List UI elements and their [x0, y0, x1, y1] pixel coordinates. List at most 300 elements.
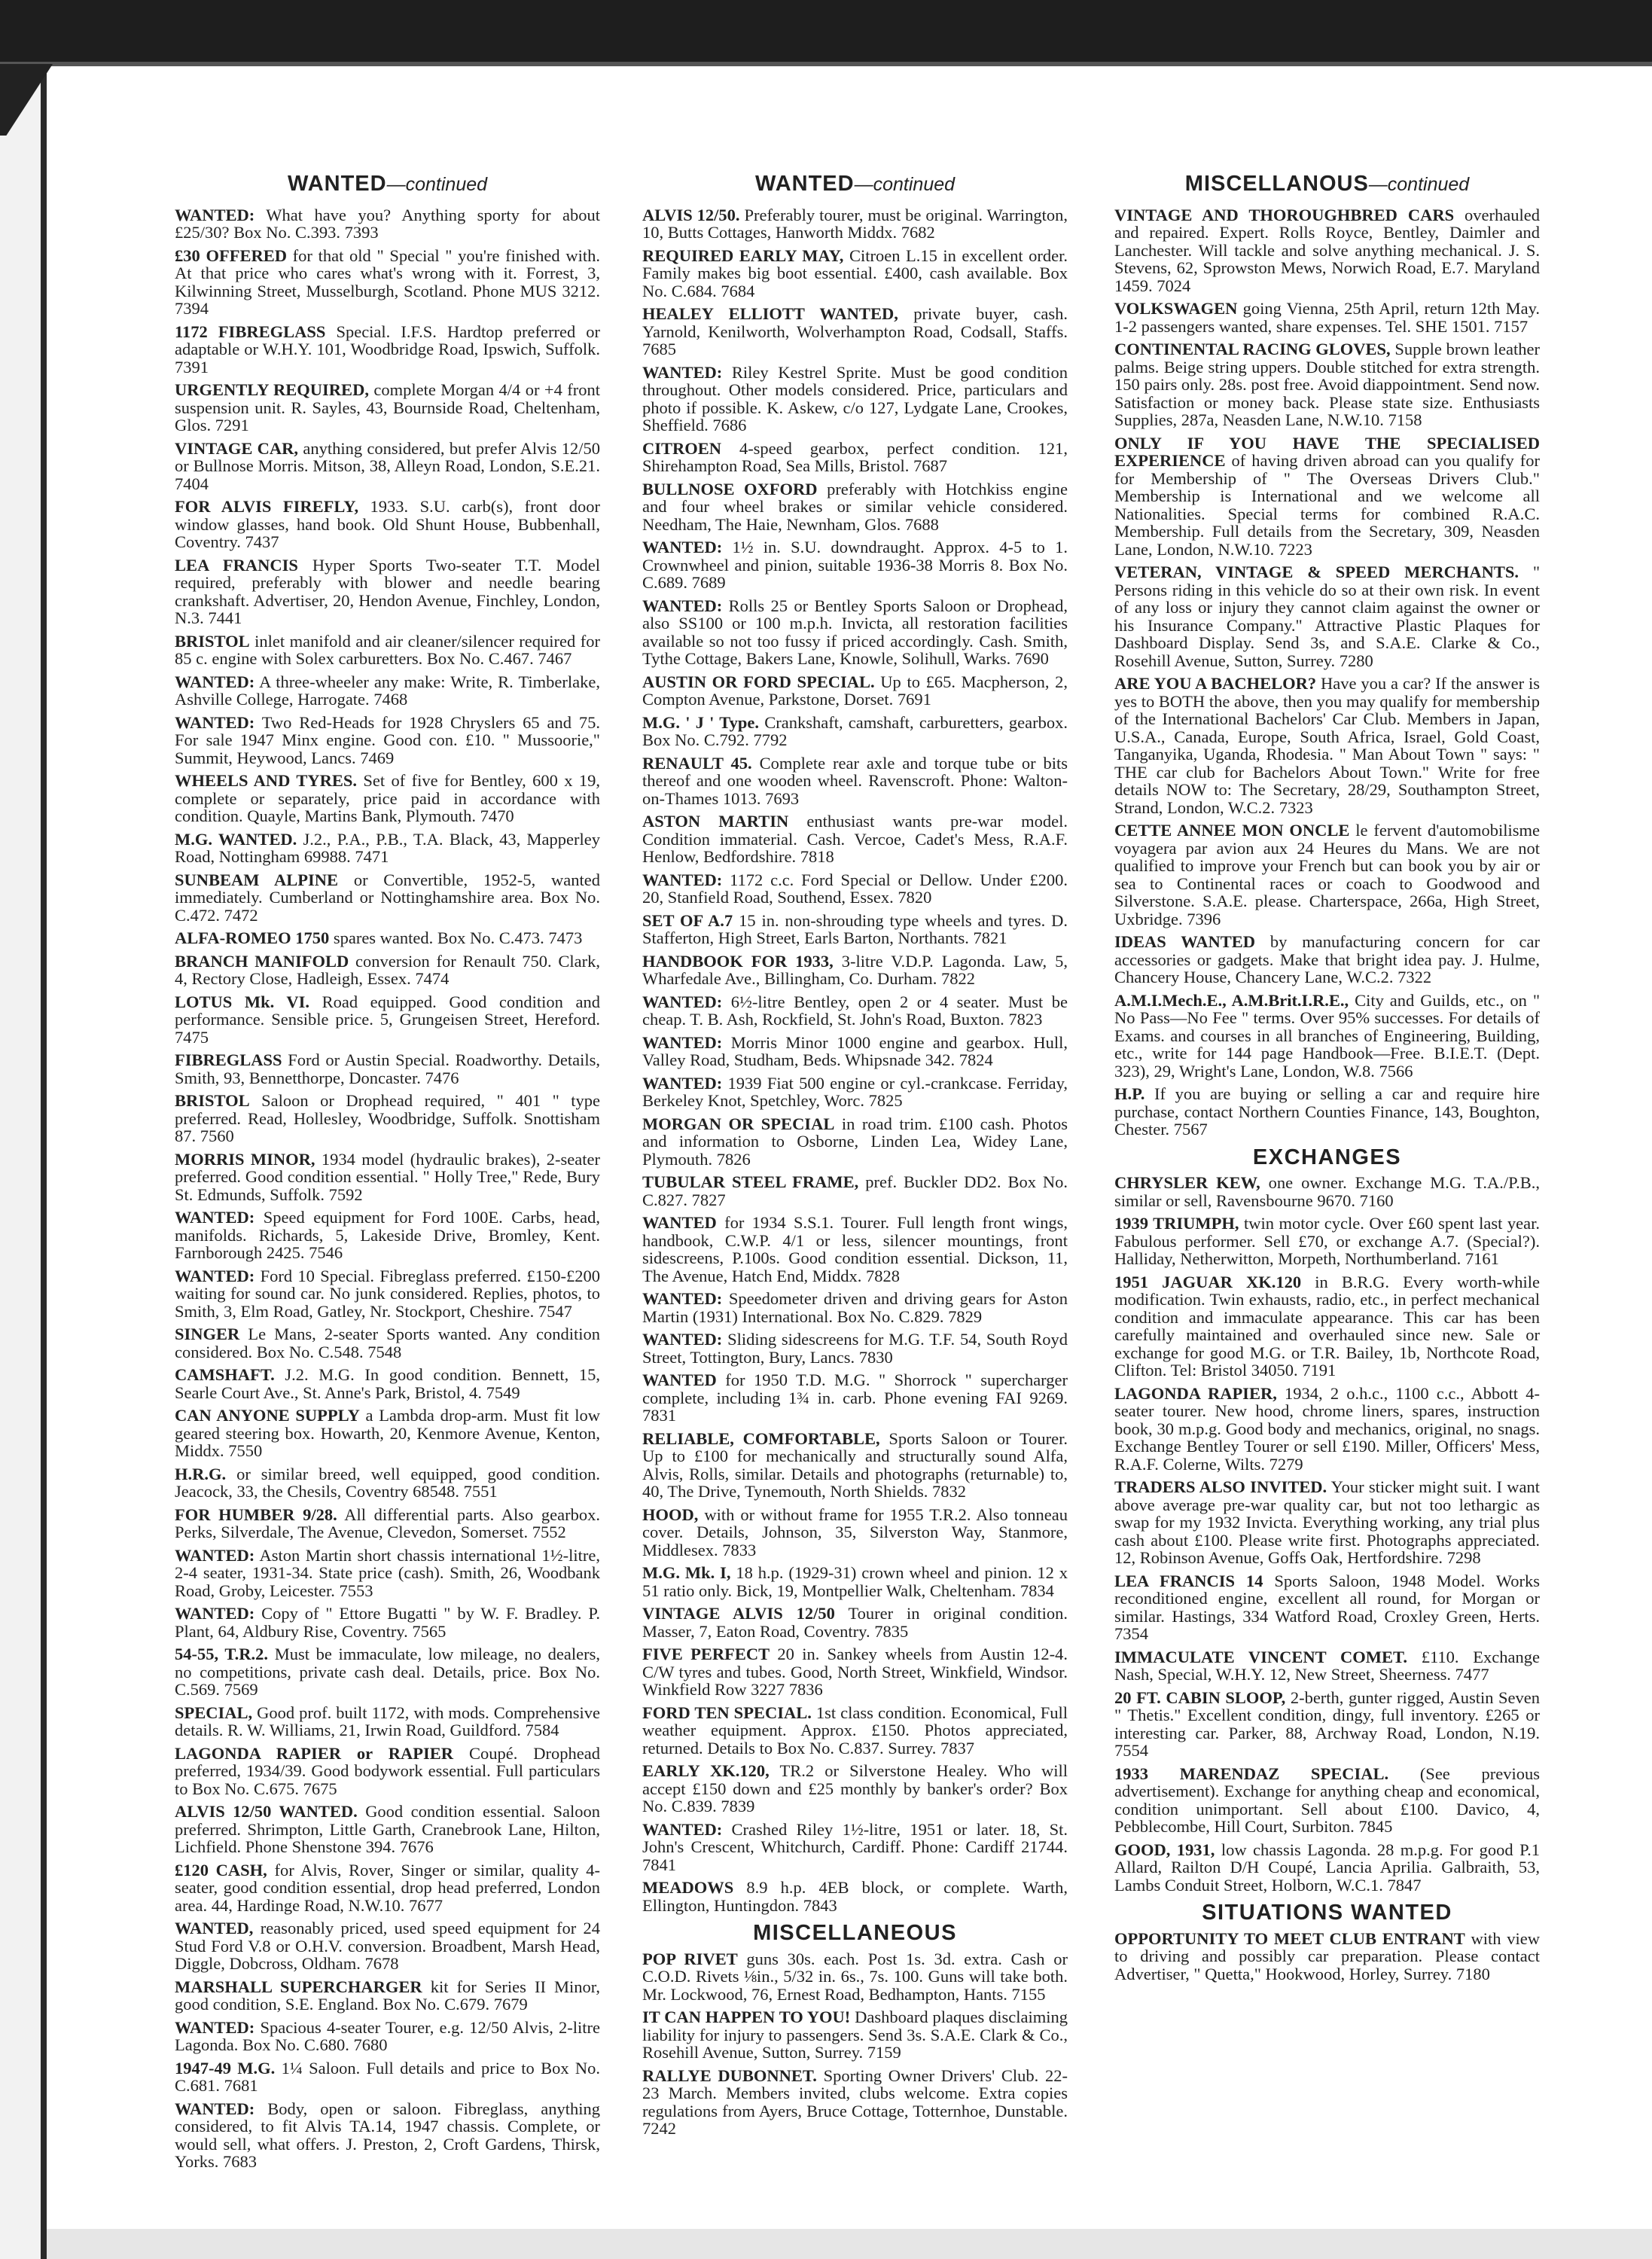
ad-body: J.2. M.G. In good condition. Bennett, 15, Searle Court Ave., St. Anne's Park, Bristol, 4. 7549: [175, 1365, 601, 1402]
classified-ad: [175, 1325, 600, 1361]
ad-body: Up to £65. Macpherson, 2, Compton Avenue, Parkstone, Dorset. 7691: [642, 672, 1068, 709]
ad-lead: WANTED:: [642, 538, 723, 556]
ad-lead: BRISTOL: [175, 631, 250, 651]
ad-lead: VINTAGE CAR,: [175, 438, 299, 458]
ad-lead: MORGAN OR SPECIAL: [642, 1114, 835, 1133]
ad-body: 6½-litre Bentley, open 2 or 4 seater. Must be cheap. T. B. Ash, Rockfield, St. John's Road, Buxton. 7823: [642, 992, 1068, 1029]
ad-body: Rolls 25 or Bentley Sports Saloon or Drophead, also SS100 or 100 m.p.h. Invicta, all restoration facilities available so not too fussy if priced accordingly. Cash. Smith, Tythe Cottage, Bakers Lane, Knowle, Solihull, Warks. 7690: [642, 596, 1068, 668]
ad-lead: WANTED:: [175, 712, 255, 732]
ad-lead: HANDBOOK FOR 1933,: [642, 951, 834, 971]
classified-ad: [1114, 1215, 1540, 1268]
ad-lead: EARLY XK.120,: [642, 1761, 770, 1780]
ad-body: Complete rear axle and torque tube or bits thereof and one wooden wheel. Ravenscroft. Phone: Walton-on-Thames 1013. 7693: [642, 753, 1068, 808]
classified-ad: [175, 772, 600, 825]
ad-body: Have you a car? If the answer is yes to BOTH the above, then you may qualify for membership of the International Bachelors' Car Club. Members in Japan, U.S.A., Canada, Europe, South Africa, Israel, Gold Coast, Tanganyika, Uganda, Rhodesia. " Man About Town " says: " THE car club for Bachelors About Town." Write for free details NOW to: The Secretary, 28/29, Southampton Street, Strand, London, W.C.2. 7323: [1114, 674, 1540, 817]
ad-lead: WANTED,: [175, 1919, 254, 1937]
classified-ad: [1114, 933, 1540, 986]
ad-lead: LOTUS Mk. VI.: [175, 992, 310, 1011]
ad-body: 1st class condition. Economical, Full weather equipment. Approx. £150. Photos appreciated, returned. Details to Box No. C.837. Surrey. 7837: [642, 1703, 1068, 1758]
ad-body: Ford 10 Special. Fibreglass preferred. £150-£200 waiting for sound car. No junk considered. Replies, photos, to Smith, 3, Elm Road, Gatley, Nr. Stockport, Cheshire. 7547: [175, 1266, 601, 1321]
ad-body: of having driven abroad can you qualify for for Membership of " The Overseas Drivers Club." Membership is International and we welcome all Nationalities. Special terms for combined R.A.C. Membership. Full details from the Secretary, 309, Neasden Lane, London, N.W.10. 7223: [1114, 451, 1540, 559]
column-2: [642, 169, 1068, 2143]
ad-body: 1933. S.U. carb(s), front door window glasses, hand book. Old Shunt House, Bubbenhall, Coventry. 7437: [175, 497, 601, 551]
ad-body: 4-speed gearbox, perfect condition. 121, Shirehampton Road, Sea Mills, Bristol. 7687: [642, 438, 1068, 475]
ad-lead: TUBULAR STEEL FRAME,: [642, 1172, 859, 1191]
ad-body: Le Mans, 2-seater Sports wanted. Any condition considered. Box No. C.548. 7548: [175, 1325, 600, 1361]
ad-lead: BULLNOSE OXFORD: [642, 479, 818, 498]
ad-body: 20 in. Sankey wheels from Austin 12-4. C/W tyres and tubes. Good, North Street, Winkfield, Windsor. Winkfield Row 3227 7836: [642, 1645, 1068, 1699]
ad-lead: M.G. WANTED.: [175, 829, 297, 849]
ad-lead: VETERAN, VINTAGE & SPEED MERCHANTS.: [1114, 562, 1519, 581]
ad-body: by manufacturing concern for car accessories or gadgets. Make that bright idea pay. J. Hulme, Chancery House, Chancery Lane, W.C.2. 7322: [1114, 932, 1540, 986]
classified-ad: [175, 556, 600, 627]
ad-body: one owner. Exchange M.G. T.A./P.B., similar or sell, Ravensbourne 9670. 7160: [1114, 1173, 1540, 1210]
classified-ad: [642, 1821, 1068, 1874]
classified-ad: [175, 1465, 600, 1501]
ad-lead: ALFA-ROMEO 1750: [175, 928, 330, 947]
classified-ad: [642, 1506, 1068, 1559]
ad-lead: £30 OFFERED: [175, 245, 287, 265]
ad-lead: WANTED: [642, 1370, 717, 1389]
ad-lead: RALLYE DUBONNET.: [642, 2065, 817, 2085]
classified-ad: [175, 993, 600, 1047]
ad-list: [642, 1950, 1068, 2138]
ad-body: Tourer in original condition. Masser, 7, Eaton Road, Coventry. 7835: [642, 1604, 1068, 1641]
classified-ad: [1114, 1689, 1540, 1760]
classified-ad: [175, 1745, 600, 1798]
classified-ad: [175, 1605, 600, 1640]
ad-body: Set of five for Bentley, 600 x 19, complete or separately, price paid in accordance with condition. Quayle, Martins Bank, Plymouth. 7470: [175, 771, 600, 825]
ad-body: 1939 Fiat 500 engine or cyl.-crankcase. Ferriday, Berkeley Knot, Spetchley, Worc. 7825: [642, 1073, 1068, 1110]
scan-top-shadow: [0, 62, 1652, 66]
ad-body: Road equipped. Good condition and performance. Sensible price. 5, Grungeisen Street, Hereford. 7475: [175, 992, 600, 1047]
ad-body: for Alvis, Rover, Singer or similar, quality 4-seater, good condition essential, drop head preferred, London area. 44, Hardinge Road, N.W.10. 7677: [175, 1860, 601, 1915]
classified-ad: [1114, 1648, 1540, 1684]
heading-suffix: —continued: [1368, 174, 1470, 195]
ad-body: Speedometer driven and driving gears for Aston Martin (1931) International. Box No. C.829. 7829: [642, 1289, 1068, 1326]
classified-ad: [1114, 992, 1540, 1081]
ad-lead: FIVE PERFECT: [642, 1645, 770, 1663]
ad-lead: RENAULT 45.: [642, 753, 752, 773]
ad-body: Sports Saloon or Tourer. Up to £100 for mechanically and structurally sound Alfa, Alvis, Rolls, similar. Details and photographs (returnable) to, 40, The Drive, Tynemouth, North Shields. 7832: [642, 1428, 1068, 1501]
classified-ad: [175, 1645, 600, 1699]
classified-ad: [1114, 1085, 1540, 1139]
ad-body: If you are buying or selling a car and require hire purchase, contact Northern Counties Finance, 143, Boughton, Chester. 7567: [1114, 1084, 1540, 1139]
classified-ad: [1114, 340, 1540, 429]
classified-ad: [642, 480, 1068, 534]
ad-lead: TRADERS ALSO INVITED.: [1114, 1477, 1327, 1496]
section-heading-exchanges: EXCHANGES: [1252, 1145, 1402, 1169]
classified-ad: [175, 1267, 600, 1321]
ad-body: Dashboard plaques disclaiming liability for injury to passengers. Send 3s. S.A.E. Clark & Co., Rosehill Avenue, Sutton, Surrey. 7159: [642, 2007, 1068, 2062]
ad-lead: M.G. ' J ' Type.: [642, 712, 759, 732]
ad-lead: AUSTIN OR FORD SPECIAL.: [642, 672, 875, 691]
classified-ad: [175, 381, 600, 434]
ad-body: Two Red-Heads for 1928 Chryslers 65 and 75. For sale 1947 Minx engine. Good con. £10. " Mussoorie," Summit, Heywood, Lancs. 7469: [175, 712, 601, 767]
ad-lead: WANTED:: [175, 672, 255, 691]
classified-ad: [175, 2019, 600, 2054]
classified-ad: [642, 912, 1068, 947]
ad-lead: WANTED:: [642, 596, 723, 615]
ad-body: Sliding sidescreens for M.G. T.F. 54, South Royd Street, Tottington, Bury, Lancs. 7830: [642, 1330, 1068, 1367]
ad-body: Saloon or Drophead required, " 401 " type preferred. Read, Hollesley, Woodbridge, Suffolk. Snottisham 87. 7560: [175, 1091, 600, 1145]
classified-ad: [175, 1547, 600, 1600]
heading-text: WANTED: [754, 172, 855, 196]
ad-body: in road trim. £100 cash. Photos and information to Osborne, Linden Lea, Widey Lane, Plymouth. 7826: [642, 1114, 1068, 1169]
ad-body: Aston Martin short chassis international 1½-litre, 2-4 seater, 1931-34. State price (cash). Smith, 26, Woodbank Road, Groby, Leicester. 7553: [175, 1545, 601, 1600]
heading-text: MISCELLANOUS: [1184, 172, 1369, 196]
ad-list: [642, 206, 1068, 1915]
classified-ad: [642, 440, 1068, 475]
ad-body: private buyer, cash. Yarnold, Kenilworth, Wolverhampton Road, Codsall, Staffs. 7685: [642, 304, 1068, 358]
ad-lead: WANTED:: [642, 992, 723, 1011]
ad-lead: ALVIS 12/50.: [642, 205, 740, 224]
ad-body: pref. Buckler DD2. Box No. C.827. 7827: [642, 1172, 1068, 1209]
ad-lead: OPPORTUNITY TO MEET CLUB ENTRANT: [1114, 1928, 1465, 1948]
ad-body: 18 h.p. (1929-31) crown wheel and pinion. 12 x 51 ratio only. Bick, 19, Montpellier Walk, Cheltenham. 7834: [642, 1563, 1068, 1600]
ad-lead: FOR HUMBER 9/28.: [175, 1504, 337, 1524]
ad-body: What have you? Anything sporty for about £25/30? Box No. C.393. 7393: [175, 205, 601, 242]
ad-body: Sporting Owner Drivers' Club. 22-23 March. Members invited, clubs welcome. Extra copies regulations from Ayers, Bruce Cottage, Totternhoe, Dunstable. 7242: [642, 2065, 1068, 2138]
classified-ad: [642, 953, 1068, 988]
ad-lead: LEA FRANCIS: [175, 555, 298, 575]
classified-ad: [175, 1366, 600, 1401]
ad-lead: 1172 FIBREGLASS: [175, 322, 326, 341]
ad-body: going Vienna, 25th April, return 12th May. 1-2 passengers wanted, share expenses. Tel. SHE 1501. 7157: [1114, 299, 1541, 336]
ad-lead: FIBREGLASS: [175, 1050, 282, 1069]
classified-ad: [642, 1950, 1068, 2004]
ad-body: (See previous advertisement). Exchange for anything cheap and economical, condition unimportant. Sell about £100. Davico, 4, Pebblecombe, Hill Court, Surbiton. 7845: [1114, 1764, 1540, 1836]
classified-ad: [175, 247, 600, 318]
classified-ad: [1114, 1273, 1540, 1379]
ad-body: 1¼ Saloon. Full details and price to Box No. C.681. 7681: [175, 2058, 601, 2095]
column-heading: [642, 172, 1068, 196]
ad-lead: £120 CASH,: [175, 1860, 267, 1879]
ad-lead: WANTED: [642, 1213, 717, 1232]
ad-body: 2-berth, gunter rigged, Austin Seven " Thetis." Excellent condition, dingy, full inventory. £265 or interesting car. Parker, 88, Archway Road, London, N.19. 7554: [1114, 1687, 1541, 1760]
section-heading-situations-wanted: SITUATIONS WANTED: [1202, 1901, 1452, 1925]
classified-ad: [1114, 1385, 1540, 1474]
classified-ad: [642, 1075, 1068, 1110]
classified-ad: [642, 1371, 1068, 1425]
classified-ad: [642, 993, 1068, 1029]
ad-lead: BRANCH MANIFOLD: [175, 951, 349, 971]
ad-lead: LAGONDA RAPIER,: [1114, 1383, 1277, 1403]
ad-lead: WANTED:: [642, 1819, 723, 1839]
ad-body: Morris Minor 1000 engine and gearbox. Hull, Valley Road, Studham, Beds. Whipsnade 342. 7824: [642, 1032, 1068, 1069]
classified-ad: [642, 206, 1068, 242]
ad-body: £110. Exchange Nash, Special, W.H.Y. 12, New Street, Sheerness. 7477: [1114, 1647, 1540, 1684]
classified-ad: [642, 2008, 1068, 2062]
ad-body: spares wanted. Box No. C.473. 7473: [333, 928, 583, 947]
ad-body: guns 30s. each. Post 1s. 3d. extra. Cash or C.O.D. Rivets ⅛in., 5/32 in. 6s., 7s. 100. Guns will take both. Mr. Lockwood, 76, Ernest Road, Bedhampton, Hants. 7155: [642, 1949, 1068, 2004]
classified-ad: [175, 1919, 600, 1973]
column-1: [175, 169, 600, 2176]
ad-body: le fervent d'automobilisme voyagera par avion aux 24 Heures du Mans. We are not qualified to improve your French but can book you by air or sea to Continental races or coach to Goodwood and Silverstone. S.A.E. please. Charterspace, 266a, High Street, Uxbridge. 7396: [1114, 821, 1540, 928]
ad-lead: GOOD, 1931,: [1114, 1840, 1215, 1859]
ad-lead: WANTED:: [642, 1073, 723, 1093]
classified-ad: [1114, 300, 1540, 335]
classified-ad: [642, 2067, 1068, 2138]
ad-lead: IDEAS WANTED: [1114, 932, 1256, 951]
column-heading: [1114, 172, 1540, 196]
classified-ad: [1114, 1765, 1540, 1836]
ad-body: Coupé. Drophead preferred, 1934/39. Good bodywork essential. Full particulars to Box No. C.675. 7675: [175, 1743, 600, 1798]
ad-lead: CETTE ANNEE MON ONCLE: [1114, 821, 1350, 840]
classified-ad: [642, 1605, 1068, 1640]
ad-body: Spacious 4-seater Tourer, e.g. 12/50 Alvis, 2-litre Lagonda. Box No. C.680. 7680: [175, 2017, 601, 2054]
section-heading-miscellaneous: MISCELLANEOUS: [753, 1921, 957, 1945]
ad-lead: REQUIRED EARLY MAY,: [642, 245, 844, 265]
column-3: [1114, 169, 1540, 1988]
classified-ad: [1114, 1572, 1540, 1643]
classified-ad: [642, 1290, 1068, 1325]
ad-body: Riley Kestrel Sprite. Must be good condition throughout. Other models considered. Price, particulars and photo if possible. K. Askew, c/o 127, Lydgate Lane, Crookes, Sheffield. 7686: [642, 362, 1068, 434]
ad-lead: WANTED:: [175, 1208, 255, 1227]
classified-ad: [175, 498, 600, 551]
ad-body: Good prof. built 1172, with mods. Comprehensive details. R. W. Williams, 21, Irwin Road, Guildford. 7584: [175, 1703, 600, 1739]
ad-lead: 1951 JAGUAR XK.120: [1114, 1272, 1302, 1291]
ad-lead: WANTED:: [175, 1604, 255, 1623]
classified-ad: [642, 1430, 1068, 1501]
ad-lead: ASTON MARTIN: [642, 812, 789, 831]
classified-ad: [642, 305, 1068, 358]
classified-ad: [642, 714, 1068, 749]
ad-lead: WHEELS AND TYRES.: [175, 771, 358, 790]
classified-ad: [175, 1803, 600, 1856]
ad-body: Supple brown leather palms. Beige string uppers. Double stitched for extra strength. 150 pairs only. 28s. post free. Avoid diappointment. Send now. Satisfaction or money back. Please state size. Enthusiasts Supplies, 287a, Neasden Lane, N.W.10. 7158: [1114, 340, 1540, 429]
classified-ad: [642, 673, 1068, 709]
classified-ad: [642, 1034, 1068, 1069]
ad-body: with or without frame for 1955 T.R.2. Also tonneau cover. Details, Johnson, 35, Silverston Way, Stanmore, Middlesex. 7833: [642, 1504, 1068, 1559]
ad-lead: 1933 MARENDAZ SPECIAL.: [1114, 1764, 1389, 1783]
ad-lead: CHRYSLER KEW,: [1114, 1173, 1260, 1192]
ad-lead: 1947-49 M.G.: [175, 2058, 276, 2078]
ad-body: A three-wheeler any make: Write, R. Timberlake, Ashville College, Harrogate. 7468: [175, 672, 600, 709]
classified-ad: [1114, 563, 1540, 669]
ad-lead: ARE YOU A BACHELOR?: [1114, 674, 1317, 693]
ad-lead: 20 FT. CABIN SLOOP,: [1114, 1687, 1286, 1707]
classified-ad: [1114, 822, 1540, 928]
ad-lead: WANTED:: [642, 1330, 723, 1349]
ad-lead: WANTED:: [642, 1032, 723, 1052]
ad-body: or Convertible, 1952-5, wanted immediately. Cumberland or Nottinghamshire area. Box No. C.472. 7472: [175, 870, 601, 925]
classified-ad: [1114, 1930, 1540, 1983]
ad-lead: SUNBEAM ALPINE: [175, 870, 339, 889]
classified-ad: [642, 812, 1068, 866]
ad-lead: SINGER: [175, 1325, 240, 1343]
classified-ad: [642, 247, 1068, 300]
ad-lead: LAGONDA RAPIER or RAPIER: [175, 1743, 453, 1763]
classified-ad: [642, 597, 1068, 668]
classified-ad: [642, 538, 1068, 592]
ad-lead: IT CAN HAPPEN TO YOU!: [642, 2007, 851, 2026]
ad-body: " Persons riding in this vehicle do so at their own risk. In event of any loss or injury they cannot claim against the owner or his Insurance Company." Attractive Plastic Plaques for Dashboard Display. Send 3s, and S.A.E. Clarke & Co., Rosehill Avenue, Sutton, Surrey. 7280: [1114, 562, 1541, 670]
ad-body: for that old " Special " you're finished with. At that price who cares what's wrong with it. Forrest, 3, Kilwinning Street, Musselburgh, Scotland. Phone MUS 3212. 7394: [175, 245, 600, 318]
classified-ad: [642, 871, 1068, 907]
classified-ad: [175, 440, 600, 493]
ad-body: Citroen L.15 in excellent order. Family makes big boot essential. £400, cash available. Box No. C.684. 7684: [642, 245, 1068, 300]
ad-lead: SET OF A.7: [642, 910, 733, 930]
ad-body: conversion for Renault 750. Clark, 4, Rectory Close, Hadleigh, Essex. 7474: [175, 951, 601, 988]
classified-ad: [175, 1506, 600, 1541]
ad-body: low chassis Lagonda. 28 m.p.g. For good P.1 Allard, Railton D/H Coupé, Lancia Aprilia. Galbraith, 53, Lambs Conduit Street, Holborn, W.C.1. 7847: [1114, 1840, 1540, 1895]
ad-lead: H.R.G.: [175, 1464, 227, 1483]
ad-body: Crashed Riley 1½-litre, 1951 or later. 18, St. John's Crescent, Whitchurch, Cardiff. Phone: Cardiff 21744. 7841: [642, 1819, 1068, 1874]
ad-body: 1934 model (hydraulic brakes), 2-seater preferred. Good condition essential. " Holly Tree," Rede, Bury St. Edmunds, Suffolk. 7592: [175, 1149, 601, 1204]
ad-body: Hyper Sports Two-seater T.T. Model required, preferably with blower and needle bearing crankshaft. Advertiser, 20, Hendon Avenue, Finchley, London, N.3. 7441: [175, 555, 601, 627]
ad-lead: CONTINENTAL RACING GLOVES,: [1114, 340, 1391, 358]
classified-ad: [175, 1704, 600, 1739]
ad-body: complete Morgan 4/4 or +4 front suspension unit. R. Sayles, 43, Bournside Road, Cheltenham, Glos. 7291: [175, 380, 601, 434]
ad-body: twin motor cycle. Over £60 spent last year. Fabulous performer. Sell £70, or exchange A.7. (Special?). Halliday, Netherwitton, Morpeth, Northumberland. 7161: [1114, 1214, 1540, 1268]
classified-ad: [1114, 1174, 1540, 1209]
ad-lead: M.G. Mk. I,: [642, 1563, 731, 1582]
ad-body: for 1950 T.D. M.G. " Shorrock " supercharger complete, including 1¾ in. carb. Phone evening FAI 9269. 7831: [642, 1370, 1068, 1425]
ad-body: 1½ in. S.U. downdraught. Approx. 4-5 to 1. Crownwheel and pinion, suitable 1936-38 Morris 8. Box No. C.689. 7689: [642, 538, 1068, 592]
classified-ad: [175, 2059, 600, 2095]
ad-lead: MARSHALL SUPERCHARGER: [175, 1977, 422, 1996]
classified-ad: [1114, 434, 1540, 559]
classified-ad: [175, 1151, 600, 1204]
ad-lead: ONLY IF YOU HAVE THE SPECIALISED EXPERIENCE: [1114, 433, 1540, 470]
ad-body: 15 in. non-shrouding type wheels and tyres. D. Stafferton, High Street, Earls Barton, Northants. 7821: [642, 910, 1068, 947]
ad-list: [1114, 1174, 1540, 1894]
ad-body: Good condition essential. Saloon preferred. Shrimpton, Little Garth, Cranebrook Lane, Hilton, Lichfield. Phone Shenstone 394. 7676: [175, 1802, 601, 1856]
ad-body: Special. I.F.S. Hardtop preferred or adaptable or W.H.Y. 101, Woodbridge Road, Ipswich, Suffolk. 7391: [175, 322, 601, 376]
ad-list: [175, 206, 600, 2171]
ad-lead: POP RIVET: [642, 1949, 738, 1968]
ad-body: inlet manifold and air cleaner/silencer required for 85 c. engine with Solex carburetters. Box No. C.467. 7467: [175, 631, 600, 668]
ad-body: for 1934 S.S.1. Tourer. Full length front wings, handbook, C.W.P. 4/1 or less, silencer mountings, front sidescreens, P.100s. Good condition essential. Dickson, 11, The Avenue, Hatch End, Middx. 7828: [642, 1213, 1068, 1285]
classified-ad: [642, 1214, 1068, 1285]
ad-body: 1934, 2 o.h.c., 1100 c.c., Abbott 4-seater tourer. New hood, chrome liners, spares, instruction book, 30 m.p.g. Good body and mechanics, original, no snags. Exchange Bentley Tourer or sell £190. Miller, Officers' Mess, R.A.F. Colerne, Wilts. 7279: [1114, 1383, 1540, 1474]
ad-lead: CITROEN: [642, 438, 722, 458]
classified-ad: [175, 673, 600, 709]
ad-lead: WANTED:: [175, 205, 255, 224]
ad-lead: CAN ANYONE SUPPLY: [175, 1406, 360, 1425]
ad-body: Your sticker might suit. I want above average pre-war quality car, but not too lethargic as swap for my 1932 Invicta. Everything working, any trial plus cash about £100. Please write first. Photographs appreciated. 12, Robinson Avenue, Goffs Oak, Hertfordshire. 7298: [1114, 1477, 1540, 1567]
classified-ad: [175, 953, 600, 988]
ad-lead: VINTAGE AND THOROUGHBRED CARS: [1114, 205, 1455, 224]
classified-ad: [175, 714, 600, 767]
classified-ad: [1114, 1841, 1540, 1895]
ad-body: All differential parts. Also gearbox. Perks, Silverdale, The Avenue, Clevedon, Somerset. 7552: [175, 1504, 600, 1541]
classified-ad: [175, 206, 600, 242]
heading-suffix: —continued: [854, 174, 956, 195]
ad-lead: LEA FRANCIS 14: [1114, 1571, 1263, 1590]
classified-ad: [175, 1051, 600, 1087]
classified-ad: [642, 1115, 1068, 1169]
scan-top-edge: [0, 0, 1652, 64]
classified-ad: [642, 364, 1068, 434]
ad-body: kit for Series II Minor, good condition, S.E. England. Box No. C.679. 7679: [175, 1977, 600, 2014]
classified-ad: [175, 1861, 600, 1915]
ad-body: or similar breed, well equipped, good condition. Jeacock, 33, the Chesils, Coventry 68548. 7551: [175, 1464, 601, 1501]
scan-bottom-edge: [47, 2229, 1652, 2259]
ad-body: TR.2 or Silverstone Healey. Who will accept £150 down and £25 monthly by banker's order? Box No. C.839. 7839: [642, 1761, 1068, 1815]
ad-lead: WANTED:: [642, 362, 723, 382]
ad-lead: URGENTLY REQUIRED,: [175, 380, 369, 399]
ad-lead: WANTED:: [642, 1289, 723, 1308]
ad-list: [1114, 206, 1540, 1139]
ad-lead: H.P.: [1114, 1084, 1145, 1103]
ad-body: a Lambda drop-arm. Must fit low geared steering box. Howarth, 20, Kenmore Avenue, Kenton, Middx. 7550: [175, 1406, 600, 1460]
ad-body: Preferably tourer, must be original. Warrington, 10, Butts Cottages, Hanworth Middx. 7682: [642, 205, 1068, 242]
classified-ad: [642, 1762, 1068, 1815]
ad-lead: FORD TEN SPECIAL.: [642, 1703, 812, 1722]
classified-ad: [1114, 206, 1540, 295]
ad-lead: CAMSHAFT.: [175, 1365, 275, 1384]
classified-ad: [175, 1407, 600, 1460]
classified-ad: [175, 2100, 600, 2171]
ad-lead: VOLKSWAGEN: [1114, 299, 1238, 318]
ad-lead: ALVIS 12/50 WANTED.: [175, 1802, 358, 1821]
classified-ad: [642, 1879, 1068, 1914]
ad-lead: BRISTOL: [175, 1091, 250, 1110]
classified-ad: [642, 755, 1068, 808]
ad-body: Crankshaft, camshaft, carburetters, gearbox. Box No. C.792. 7792: [642, 712, 1068, 749]
ad-lead: HOOD,: [642, 1504, 699, 1524]
ad-lead: MEADOWS: [642, 1878, 734, 1897]
classified-ad: [642, 1173, 1068, 1209]
classified-ad: [175, 929, 600, 947]
ad-body: overhauled and repaired. Expert. Rolls Royce, Bentley, Daimler and Lanchester. Will tackle and solve anything mechanical. J. S. Stevens, 62, Sprowston Mews, Norwich Road, E.7. Maryland 1459. 7024: [1114, 205, 1540, 295]
classified-ad: [175, 1209, 600, 1262]
classified-ad: [1114, 675, 1540, 816]
classified-ad: [175, 633, 600, 668]
ad-lead: WANTED:: [175, 1266, 255, 1285]
classified-ad: [642, 1331, 1068, 1366]
heading-text: WANTED: [287, 172, 387, 196]
ad-lead: WANTED:: [175, 1545, 255, 1565]
scan-left-edge: [0, 64, 47, 2259]
ad-body: preferably with Hotchkiss engine and four wheel brakes or similar vehicle considered. Needham, The Haie, Newnham, Glos. 7688: [642, 479, 1068, 534]
ad-lead: MORRIS MINOR,: [175, 1149, 315, 1169]
classified-ad: [175, 1092, 600, 1145]
classified-ad: [642, 1645, 1068, 1699]
ad-lead: WANTED:: [642, 870, 723, 889]
ad-body: Sports Saloon, 1948 Model. Works reconditioned engine, excellent all round, for Morgan or similar. Hastings, 334 Watford Road, Croxley Green, Herts. 7354: [1114, 1571, 1540, 1643]
classified-ad: [175, 831, 600, 866]
ad-body: Body, open or saloon. Fibreglass, anything considered, to fit Alvis TA.14, 1947 chassis. Complete, or would sell, what offers. J. Preston, 2, Croft Gardens, Thirsk, Yorks. 7683: [175, 2099, 600, 2171]
classified-ad: [175, 323, 600, 376]
ad-lead: SPECIAL,: [175, 1703, 253, 1722]
ad-body: anything considered, but prefer Alvis 12/50 or Bullnose Morris. Mitson, 38, Alleyn Road, London, S.E.21. 7404: [175, 438, 601, 493]
ad-lead: A.M.I.Mech.E., A.M.Brit.I.R.E.,: [1114, 990, 1349, 1010]
classified-ad: [642, 1564, 1068, 1599]
ad-body: Speed equipment for Ford 100E. Carbs, head, manifolds. Richards, 5, Lakeside Drive, Bromley, Kent. Farnborough 2425. 7546: [175, 1208, 600, 1262]
ad-body: enthusiast wants pre-war model. Condition immaterial. Cash. Vercoe, Cadet's Mess, R.A.F. Henlow, Bedfordshire. 7818: [642, 812, 1068, 866]
ad-body: reasonably priced, used speed equipment for 24 Stud Ford V.8 or O.H.V. conversion. Broadbent, Marsh Head, Diggle, Dobcross, Oldham. 7678: [175, 1919, 600, 1973]
ad-body: Ford or Austin Special. Roadworthy. Details, Smith, 93, Bennetthorpe, Doncaster. 7476: [175, 1050, 601, 1087]
ad-body: Copy of " Ettore Bugatti " by W. F. Bradley. P. Plant, 64, Aldbury Rise, Coventry. 7565: [175, 1604, 600, 1641]
classified-ad: [175, 871, 600, 925]
ad-lead: WANTED:: [175, 2099, 255, 2118]
ad-lead: WANTED:: [175, 2017, 255, 2037]
ad-lead: 1939 TRIUMPH,: [1114, 1214, 1239, 1233]
ad-body: 3-litre V.D.P. Lagonda. Law, 5, Wharfedale Ave., Billingham, Co. Durham. 7822: [642, 951, 1068, 988]
ad-body: 8.9 h.p. 4EB block, or complete. Warth, Ellington, Huntingdon. 7843: [642, 1878, 1068, 1915]
ad-body: 1172 c.c. Ford Special or Dellow. Under £200. 20, Stanfield Road, Southend, Essex. 7820: [642, 870, 1068, 907]
ad-lead: HEALEY ELLIOTT WANTED,: [642, 304, 898, 323]
ad-body: Must be immaculate, low mileage, no dealers, no competitions, private cash deal. Details, price. Box No. C.569. 7569: [175, 1645, 600, 1699]
ad-lead: IMMACULATE VINCENT COMET.: [1114, 1647, 1407, 1666]
heading-suffix: —continued: [386, 174, 488, 195]
ad-lead: FOR ALVIS FIREFLY,: [175, 497, 359, 516]
ad-body: with view to driving and possibly car preparation. Please contact Advertiser, " Quetta," Hookwood, Horley, Surrey. 7180: [1114, 1928, 1540, 1983]
ad-lead: VINTAGE ALVIS 12/50: [642, 1604, 835, 1623]
